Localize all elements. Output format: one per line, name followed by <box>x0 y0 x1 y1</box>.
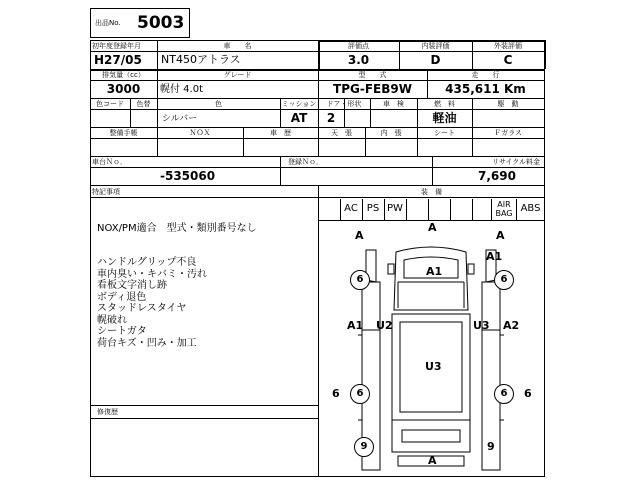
damage-mark-hood: A1 <box>426 265 443 278</box>
interior-value: D <box>430 53 441 67</box>
mileage-value: 435,611 Km <box>445 82 526 96</box>
note-list <box>97 257 207 349</box>
sunroof-label: 天 張 <box>331 129 352 137</box>
equipment-item-airbag: AIR BAG <box>495 200 513 218</box>
damage-mark-front-left: A <box>355 229 364 242</box>
exterior-label: 外装評価 <box>494 42 522 50</box>
model-code-value: TPG-FEB9W <box>333 82 412 96</box>
recycle-value: 7,690 <box>478 169 516 183</box>
damage-mark-right-door: U3 <box>473 319 490 332</box>
damage-mark-rear-right: 9 <box>487 440 495 453</box>
damage-mark-front-center: A <box>428 221 437 234</box>
color-label: 色 <box>215 100 222 108</box>
tire-rear-right-outer: 6 <box>524 387 532 400</box>
transmission-label: ミッション <box>281 100 317 108</box>
tire-rear-left: 6 <box>350 384 370 404</box>
exterior-value: C <box>503 53 513 67</box>
vehicle-diagram <box>318 220 545 477</box>
equipment-item-ps: PS <box>366 203 380 214</box>
history-label: 車 歴 <box>270 129 291 137</box>
list-item: シートガタ <box>97 326 147 337</box>
tire-front-right: 6 <box>494 270 514 290</box>
equipment-row <box>318 199 545 220</box>
damage-mark-left-side: A1 <box>347 319 364 332</box>
inspection-label: 車 検 <box>383 100 404 108</box>
manual-label: 整備手帳 <box>109 129 138 137</box>
damage-mark-front-right: A <box>496 229 505 242</box>
lot-number-label: 出品No. <box>95 19 121 27</box>
color-code-label: 色コード <box>96 100 124 108</box>
damage-mark-right-front-fender: A1 <box>486 250 503 263</box>
list-item: 車内臭い・キバミ・汚れ <box>97 268 207 280</box>
grade-label: グレード <box>223 71 252 79</box>
drive-label: 駆 動 <box>497 100 519 108</box>
recycle-label: リサイクル料金 <box>491 158 540 166</box>
model-name-value: NT450アトラス <box>161 53 241 66</box>
registration-label: 登録Ｎｏ． <box>288 158 323 166</box>
damage-mark-rear: A <box>428 454 437 467</box>
chassis-label: 車台Ｎｏ． <box>92 158 127 166</box>
mileage-label: 走 行 <box>471 71 500 79</box>
interior-label: 内装評価 <box>421 42 450 50</box>
chassis-value: -535060 <box>160 169 216 183</box>
equipment-item-abs: ABS <box>520 203 541 214</box>
displacement-value: 3000 <box>106 82 141 96</box>
displacement-label: 排気量（cc） <box>102 71 145 79</box>
equipment-item-pw: PW <box>387 203 403 214</box>
model-code-label: 型 式 <box>358 71 387 79</box>
fuel-label: 燃 料 <box>434 100 455 108</box>
lot-number-value: 5003 <box>137 13 185 33</box>
f-glass-label: Ｆガラス <box>494 129 522 137</box>
spare-tire: 9 <box>354 437 374 457</box>
equipment-label: 装 備 <box>421 188 442 196</box>
fuel-value: 軽油 <box>432 111 457 125</box>
list-item: ボディ退色 <box>97 291 147 303</box>
first-reg-label: 初年度登録年月 <box>92 42 141 50</box>
nox-label: ＮＯＸ <box>189 129 211 137</box>
list-item: スタッドレスタイヤ <box>97 303 187 314</box>
transmission-value: AT <box>290 111 308 125</box>
lot-number-box <box>90 8 190 38</box>
damage-mark-right-side: A2 <box>503 319 520 332</box>
special-notes-label: 特記事項 <box>92 188 120 196</box>
tire-rear-right: 6 <box>494 384 514 404</box>
model-name-label: 車 名 <box>223 42 252 50</box>
list-item: ハンドルグリップ不良 <box>97 257 197 268</box>
doors-value: 2 <box>326 111 336 125</box>
seat-label: シート <box>434 129 455 137</box>
tire-front-left: 6 <box>350 270 370 290</box>
list-item: 看板文字消し跡 <box>97 280 167 291</box>
note-line-1: NOX/PM適合 型式・類別番号なし <box>97 223 257 234</box>
tire-rear-left-outer: 6 <box>332 387 340 400</box>
first-reg-value: H27/05 <box>94 53 142 67</box>
grade-value: 幌付 4.0t <box>160 84 204 95</box>
score-label: 評価点 <box>348 42 369 50</box>
damage-mark-left-door: U2 <box>376 319 393 332</box>
score-value: 3.0 <box>347 53 370 67</box>
color-change-label: 色替 <box>136 100 151 108</box>
color-value: シルバー <box>162 114 198 124</box>
doors-shape-label: ドア・形状 <box>326 100 362 108</box>
interior-trim-label: 内 張 <box>380 129 402 137</box>
list-item: 荷台キズ・凹み・加工 <box>97 337 197 349</box>
list-item: 幌破れ <box>97 314 127 326</box>
damage-mark-bed: U3 <box>425 360 442 373</box>
repair-history-label: 修復歴 <box>97 408 118 416</box>
equipment-item-ac: AC <box>344 203 358 214</box>
